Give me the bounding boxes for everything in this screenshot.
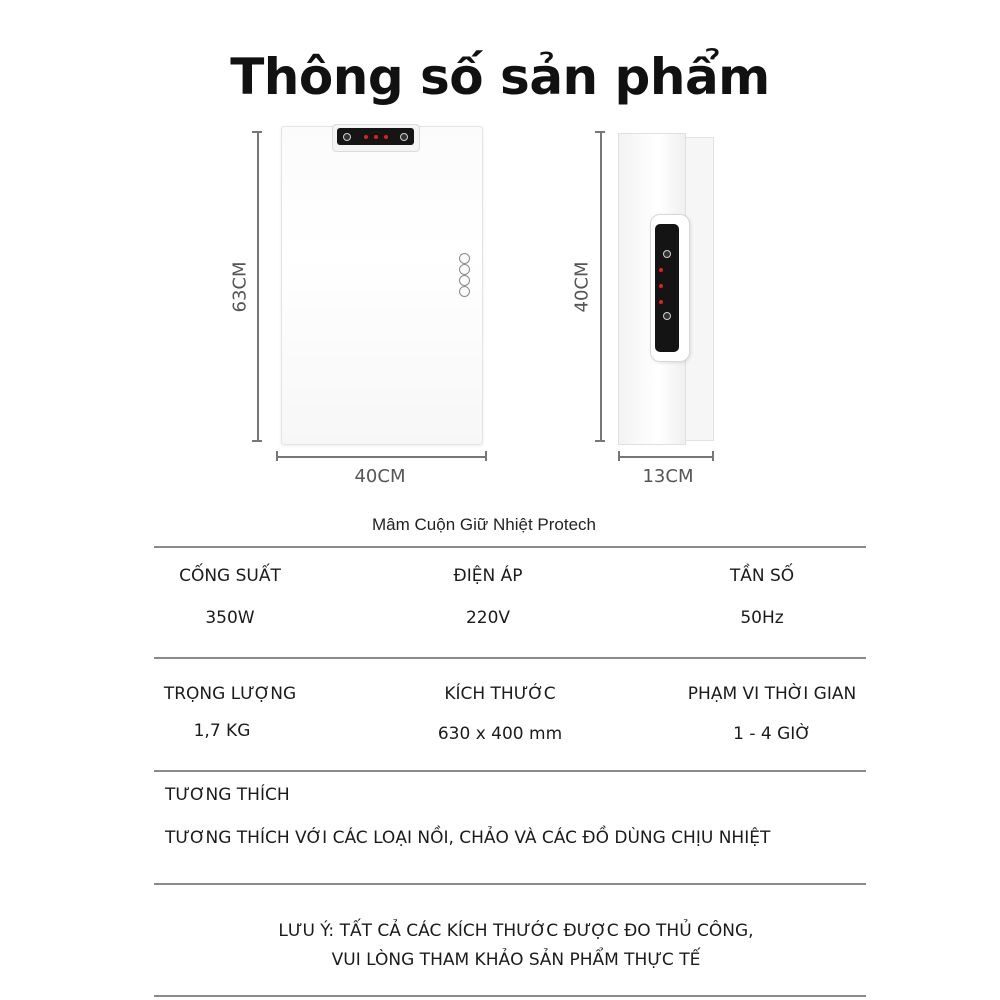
table-divider [154, 546, 866, 548]
dimension-tick [712, 451, 714, 461]
spec-label-voltage: ĐIỆN ÁP [453, 566, 523, 586]
table-divider [154, 883, 866, 885]
warming-mat-front [281, 126, 483, 445]
side-height-dimension-line [600, 131, 602, 441]
side-button-icon [459, 275, 470, 286]
indicator-light [384, 135, 388, 139]
spec-value-time-range: 1 - 4 GIỜ [733, 724, 811, 744]
indicator-light [364, 135, 368, 139]
side-button-icon [459, 253, 470, 264]
mode-button-icon [663, 312, 671, 320]
side-button-icon [459, 264, 470, 275]
side-height-label: 40CM [571, 261, 593, 313]
spec-label-weight: TRỌNG LƯỢNG [163, 684, 297, 704]
spec-value-power: 350W [205, 608, 255, 628]
spec-label-size: KÍCH THƯỚC [444, 684, 556, 704]
height-dimension-line [257, 131, 259, 441]
front-width-label: 40CM [354, 466, 406, 487]
side-button-icon [459, 286, 470, 297]
width-dimension-line [276, 456, 486, 458]
indicator-light [374, 135, 378, 139]
side-depth-label: 13CM [642, 466, 694, 487]
table-divider [154, 657, 866, 659]
front-height-label: 63CM [229, 261, 251, 313]
power-button-icon [343, 133, 351, 141]
indicator-light [659, 268, 663, 272]
indicator-light [659, 284, 663, 288]
spec-value-frequency: 50Hz [740, 608, 784, 628]
dimension-tick [252, 440, 262, 442]
note-line-1: LƯU Ý: TẤT CẢ CÁC KÍCH THƯỚC ĐƯỢC ĐO THỦ CÔNG, [278, 921, 754, 941]
mode-button-icon [400, 133, 408, 141]
table-divider [154, 995, 866, 997]
spec-value-weight: 1,7 KG [193, 721, 251, 741]
indicator-light [659, 300, 663, 304]
control-panel [337, 128, 414, 145]
note-line-2: VUI LÒNG THAM KHẢO SẢN PHẨM THỰC TẾ [331, 950, 701, 970]
spec-label-frequency: TẦN SỐ [729, 566, 795, 586]
spec-value-compat: TƯƠNG THÍCH VỚI CÁC LOẠI NỒI, CHẢO VÀ CÁC ĐỒ DÙNG CHỊU NHIỆT [165, 828, 771, 848]
product-name: Mâm Cuộn Giữ Nhiệt Protech [372, 515, 596, 534]
depth-dimension-line [618, 456, 714, 458]
side-control-panel [655, 224, 679, 352]
spec-value-size: 630 x 400 mm [437, 724, 563, 744]
page-title: Thông số sản phẩm [230, 48, 770, 106]
table-divider [154, 770, 866, 772]
dimension-tick [485, 451, 487, 461]
dimension-tick [595, 440, 605, 442]
spec-label-time-range: PHẠM VI THỜI GIAN [687, 684, 857, 704]
power-button-icon [663, 250, 671, 258]
spec-label-compat: TƯƠNG THÍCH [165, 785, 290, 805]
spec-label-power: CỐNG SUẤT [179, 566, 281, 586]
spec-value-voltage: 220V [465, 608, 511, 628]
